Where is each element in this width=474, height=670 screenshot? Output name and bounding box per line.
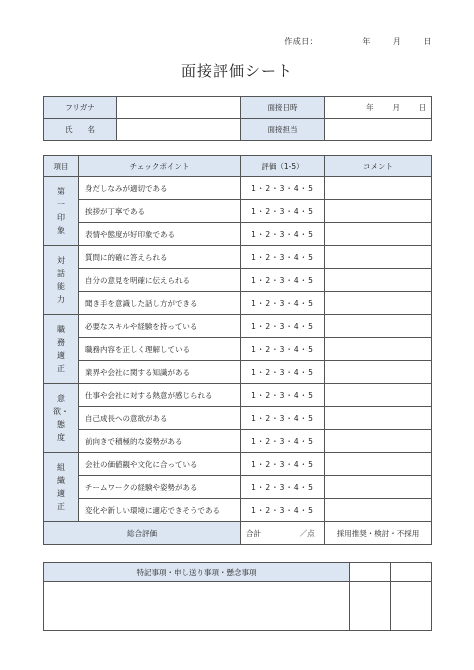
table-row [44,315,432,338]
table-row [44,407,432,430]
table-row [44,499,432,522]
table-row [44,384,432,407]
created-day: 日 [423,37,432,46]
score-scale[interactable]: 1・2・3・4・5 [241,269,325,292]
score-scale[interactable]: 1・2・3・4・5 [241,430,325,453]
notes-header-cell-b [391,563,432,582]
category-char: 欲・ [53,407,69,416]
category-char: 務 [57,338,65,347]
score-scale[interactable]: 1・2・3・4・5 [241,292,325,315]
interviewer-field[interactable] [325,119,432,141]
table-row [44,200,432,223]
table-row [44,292,432,315]
created-year: 年 [362,37,371,46]
interview-date-field[interactable] [325,97,432,119]
table-row [44,476,432,499]
total-evaluation-label: 総合評価 [44,522,241,545]
checkpoint-text: 前向きで積極的な姿勢がある [79,430,241,453]
comment-field[interactable] [325,384,432,407]
score-scale[interactable]: 1・2・3・4・5 [241,499,325,522]
category-char: 正 [57,364,65,373]
category-char: 対 [57,256,65,265]
table-row [44,246,432,269]
interview-day: 日 [418,103,427,112]
score-scale[interactable]: 1・2・3・4・5 [241,476,325,499]
col-header-item: 項目 [44,156,79,177]
checkpoint-text: 挨拶が丁寧である [79,200,241,223]
comment-field[interactable] [325,315,432,338]
comment-field[interactable] [325,200,432,223]
checkpoint-text: 自己成長への意欲がある [79,407,241,430]
checkpoint-text: 自分の意見を明確に伝えられる [79,269,241,292]
table-row [44,269,432,292]
comment-field[interactable] [325,246,432,269]
interviewer-label: 面接担当 [241,119,325,141]
notes-label: 特記事項・申し送り事項・懸念事項 [44,563,350,582]
comment-field[interactable] [325,476,432,499]
comment-field[interactable] [325,453,432,476]
category-char: 度 [57,433,65,442]
table-row [44,177,432,200]
category-char: 適 [57,351,65,360]
comment-field[interactable] [325,177,432,200]
checkpoint-text: 表情や態度が好印象である [79,223,241,246]
comment-field[interactable] [325,292,432,315]
checkpoint-text: 身だしなみが適切である [79,177,241,200]
category-char: 職 [57,325,65,334]
interview-month: 月 [392,103,400,112]
category-label [44,384,79,453]
total-sum-label: 合計 [246,528,261,538]
category-char: 適 [57,489,65,498]
category-char: 印 [57,213,65,222]
category-label [44,246,79,315]
comment-field[interactable] [325,269,432,292]
score-scale[interactable]: 1・2・3・4・5 [241,361,325,384]
score-scale[interactable]: 1・2・3・4・5 [241,453,325,476]
furigana-label: フリガナ [44,97,117,119]
checkpoint-text: 変化や新しい環境に適応できそうである [79,499,241,522]
category-char: 一 [57,200,65,209]
checkpoint-text: 業界や会社に関する知識がある [79,361,241,384]
created-date-line [284,36,432,47]
furigana-field[interactable] [117,97,241,119]
col-header-check: チェックポイント [79,156,241,177]
checkpoint-text: チームワークの経験や姿勢がある [79,476,241,499]
evaluation-table [43,155,432,545]
category-char: 話 [57,269,65,278]
page-title: 面接評価シート [180,62,293,80]
recommendation-cell[interactable]: 採用推奨・検討・不採用 [325,522,432,545]
category-char: 象 [57,226,65,235]
table-row [44,453,432,476]
comment-field[interactable] [325,338,432,361]
comment-field[interactable] [325,499,432,522]
score-scale[interactable]: 1・2・3・4・5 [241,315,325,338]
score-scale[interactable]: 1・2・3・4・5 [241,407,325,430]
table-row [44,338,432,361]
comment-field[interactable] [325,223,432,246]
category-label [44,177,79,246]
notes-field-b[interactable] [391,582,432,631]
category-char: 織 [57,476,65,485]
score-scale[interactable]: 1・2・3・4・5 [241,177,325,200]
created-month: 月 [392,37,402,46]
category-char: 第 [57,187,65,196]
interview-date-label: 面接日時 [241,97,325,119]
table-row [44,361,432,384]
table-row [44,223,432,246]
comment-field[interactable] [325,361,432,384]
col-header-comment: コメント [325,156,432,177]
category-char: 能 [57,282,65,291]
col-header-score: 評価（1-5） [241,156,325,177]
comment-field[interactable] [325,407,432,430]
checkpoint-text: 職務内容を正しく理解している [79,338,241,361]
applicant-info-table [43,96,432,141]
score-scale[interactable]: 1・2・3・4・5 [241,338,325,361]
checkpoint-text: 質問に的確に答えられる [79,246,241,269]
category-char: 正 [57,502,65,511]
interview-year: 年 [366,103,374,112]
name-label: 氏 名 [44,119,117,141]
total-score-cell[interactable] [241,522,325,545]
notes-table [43,562,432,631]
comment-field[interactable] [325,430,432,453]
category-char: 力 [57,295,65,304]
score-scale[interactable]: 1・2・3・4・5 [241,246,325,269]
checkpoint-text: 必要なスキルや経験を持っている [79,315,241,338]
category-char: 意 [57,394,65,403]
notes-field-a[interactable] [350,582,391,631]
score-scale[interactable]: 1・2・3・4・5 [241,223,325,246]
name-field[interactable] [117,119,241,141]
score-scale[interactable]: 1・2・3・4・5 [241,200,325,223]
checkpoint-text: 聞き手を意識した話し方ができる [79,292,241,315]
checkpoint-text: 会社の価値観や文化に合っている [79,453,241,476]
notes-field[interactable] [44,582,350,631]
score-scale[interactable]: 1・2・3・4・5 [241,384,325,407]
category-char: 態 [57,420,65,429]
notes-header-cell-a [350,563,391,582]
category-char: 組 [57,463,65,472]
created-label: 作成日： [284,37,319,46]
total-unit-label: ／点 [299,528,315,538]
category-label [44,453,79,522]
checkpoint-text: 仕事や会社に対する熱意が感じられる [79,384,241,407]
table-row [44,430,432,453]
category-label [44,315,79,384]
